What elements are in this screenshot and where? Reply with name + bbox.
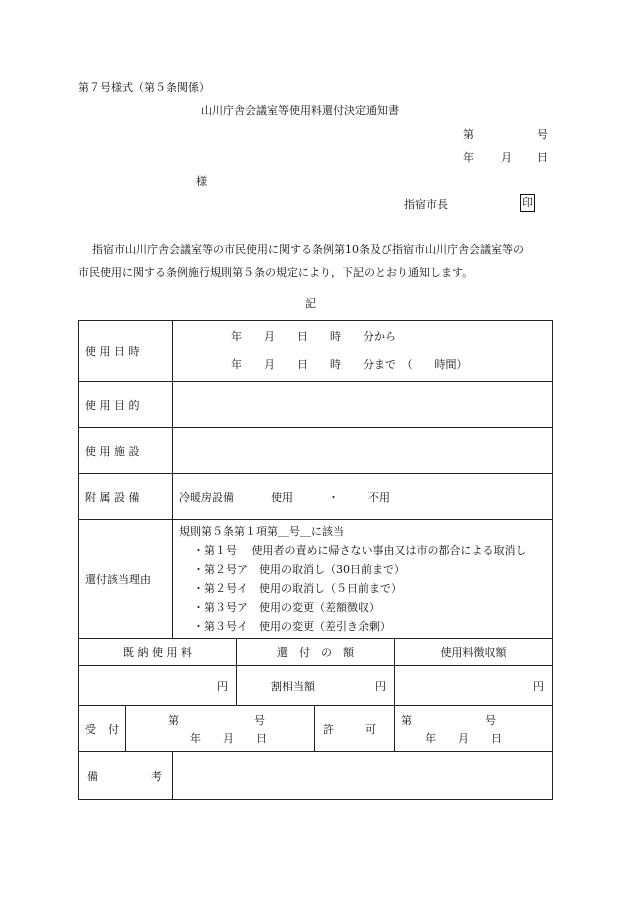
reception-label (79, 706, 126, 752)
remarks-value[interactable] (173, 752, 553, 800)
equipment-nouse[interactable]: 不用 (368, 490, 390, 504)
discount-label: 割相当額 (271, 679, 315, 693)
yen-unit: 円 (533, 679, 544, 693)
form-number: 第７号様式（第５条関係） (78, 81, 210, 94)
amount-value-row (79, 666, 553, 706)
permit-label-ka: 可 (365, 722, 376, 736)
reason-item[interactable]: ・第１号 使用者の責めに帰さない事由又は市の都合による取消し (193, 544, 527, 557)
body-text-line2: 市民使用に関する条例施行規則第５条の規定により，下記のとおり通知します。 (78, 266, 474, 279)
equipment-dot: ・ (328, 490, 339, 504)
reason-item[interactable]: ・第３号イ 使用の変更（差引き余剰） (193, 620, 391, 633)
reception-go: 号 (254, 713, 265, 727)
reception-date: 年 月 日 (190, 731, 267, 745)
equipment-value[interactable] (173, 474, 553, 520)
equipment-use[interactable]: 使用 (271, 490, 293, 504)
date-day: 日 (537, 151, 548, 164)
facility-label: 使 用 施 設 (79, 428, 173, 474)
reception-row (79, 706, 553, 752)
date-month: 月 (501, 151, 512, 164)
to-line: 年 月 日 時 分まで （ 時間） (231, 358, 468, 371)
doc-no-go: 号 (537, 128, 548, 141)
refund-amount-value[interactable] (237, 666, 395, 706)
yen-unit: 円 (375, 679, 386, 693)
doc-no-dai: 第 (463, 128, 474, 141)
permit-date: 年 月 日 (425, 731, 502, 745)
date-year: 年 (463, 151, 474, 164)
document-title: 山川庁舎会議室等使用料還付決定通知書 (201, 104, 399, 117)
facility-value[interactable] (173, 428, 553, 474)
reason-item[interactable]: ・第２号ア 使用の取消し（30日前まで） (193, 563, 405, 576)
permit-label (315, 706, 395, 752)
reason-item[interactable]: ・第３号ア 使用の変更（差額徴収） (193, 601, 380, 614)
reason-row (79, 520, 553, 639)
permit-dai: 第 (401, 713, 412, 727)
reception-dai: 第 (168, 713, 179, 727)
issuer-name: 指宿市長 (404, 198, 448, 211)
paid-fee-label: 既 納 使 用 料 (79, 639, 237, 666)
seal-mark: 印 (520, 194, 535, 212)
paid-fee-value[interactable] (79, 666, 237, 706)
collect-amount-label: 使用料徴収額 (395, 639, 553, 666)
refund-amount-label: 還 付 の 額 (237, 639, 395, 666)
reason-list (173, 520, 553, 639)
reception-value[interactable] (126, 706, 315, 752)
amount-header-row (79, 639, 553, 666)
facility-row (79, 428, 553, 474)
from-line: 年 月 日 時 分から (231, 330, 396, 343)
reason-label: 還付該当理由 (79, 520, 173, 639)
ki-heading: 記 (305, 297, 316, 310)
purpose-value[interactable] (173, 382, 553, 428)
purpose-label: 使 用 目 的 (79, 382, 173, 428)
yen-unit: 円 (217, 679, 228, 693)
permit-label-kyo: 許 (323, 722, 334, 736)
body-text-line1: 指宿市山川庁舎会議室等の市民使用に関する条例第10条及び指宿市山川庁舎会議室等の (92, 243, 524, 256)
equipment-row (79, 474, 553, 520)
equipment-name: 冷暖房設備 (179, 490, 234, 504)
remarks-label (79, 752, 173, 800)
remarks-label-ko: 考 (151, 769, 162, 783)
collect-amount-value[interactable] (395, 666, 553, 706)
use-datetime-label: 使 用 日 時 (79, 321, 173, 382)
use-datetime-row (79, 321, 553, 382)
purpose-row (79, 382, 553, 428)
reason-item[interactable]: ・第２号イ 使用の取消し（５日前まで） (193, 582, 402, 595)
permit-go: 号 (485, 713, 496, 727)
reception-label-u: 受 (85, 722, 96, 736)
remarks-row (79, 752, 553, 800)
recipient-suffix: 様 (196, 175, 207, 188)
reception-label-tsuke: 付 (108, 722, 119, 736)
reason-header: 規則第５条第１項第＿号＿に該当 (179, 525, 344, 538)
permit-value[interactable] (395, 706, 553, 752)
remarks-label-bi: 備 (87, 769, 98, 783)
use-datetime-value[interactable] (173, 321, 553, 382)
equipment-label: 附 属 設 備 (79, 474, 173, 520)
refund-form-table (78, 320, 553, 800)
